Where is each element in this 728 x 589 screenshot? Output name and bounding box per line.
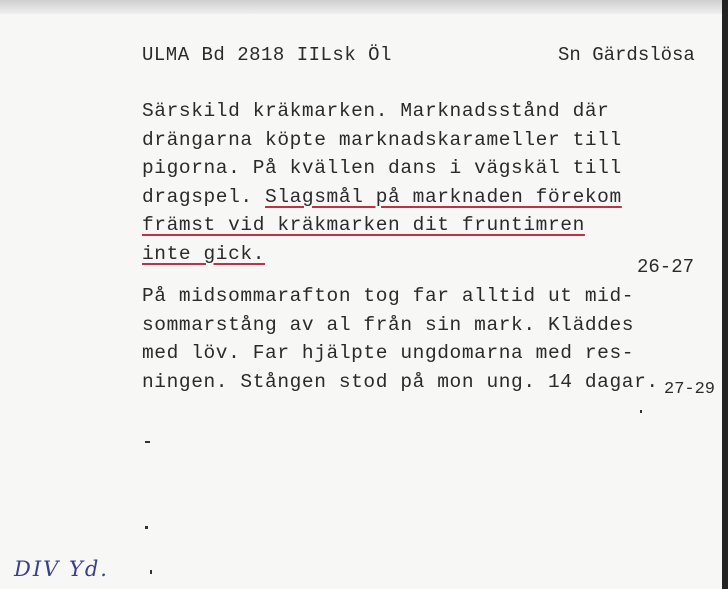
archive-reference: ULMA Bd 2818 IILsk Öl <box>142 44 392 66</box>
parish-name: Sn Gärdslösa <box>558 44 695 66</box>
paragraph-1-line-3: pigorna. På kvällen dans i vägskäl till <box>142 157 622 179</box>
ink-speck <box>145 526 148 529</box>
paragraph-1-line-2: drängarna köpte marknadskarameller till <box>142 128 622 151</box>
underlined-text-2: främst vid kräkmarken dit fruntimren <box>142 214 585 236</box>
underlined-text-1: Slagsmål på marknaden förekom <box>265 185 622 208</box>
ink-speck <box>150 570 152 574</box>
card-right-edge <box>722 0 728 589</box>
ink-speck <box>145 441 150 443</box>
paragraph-2-line-4: ningen. Stången stod på mon ung. 14 dagar. <box>142 370 659 393</box>
paragraph-2-line-3: med löv. Far hjälpte ungdomarna med res- <box>142 342 635 364</box>
paragraph-1-line-4: dragspel. <box>142 185 266 208</box>
ink-speck <box>640 410 642 413</box>
paragraph-1-line-1: Särskild kräkmarken. Marknadsstånd där <box>142 100 610 122</box>
paragraph-1 <box>142 97 622 268</box>
page-reference-2: 27-29 <box>664 380 716 399</box>
page-reference-1: 26-27 <box>637 256 695 278</box>
handwritten-note: DIV Yd. <box>14 557 109 581</box>
paragraph-2-line-1: På midsommarafton tog far alltid ut mid- <box>142 285 635 307</box>
paragraph-2 <box>142 282 659 396</box>
underlined-text-3: inte gick. <box>142 242 266 265</box>
card-top-edge <box>0 0 728 14</box>
paragraph-2-line-2: sommarstång av al från sin mark. Kläddes <box>142 313 635 336</box>
